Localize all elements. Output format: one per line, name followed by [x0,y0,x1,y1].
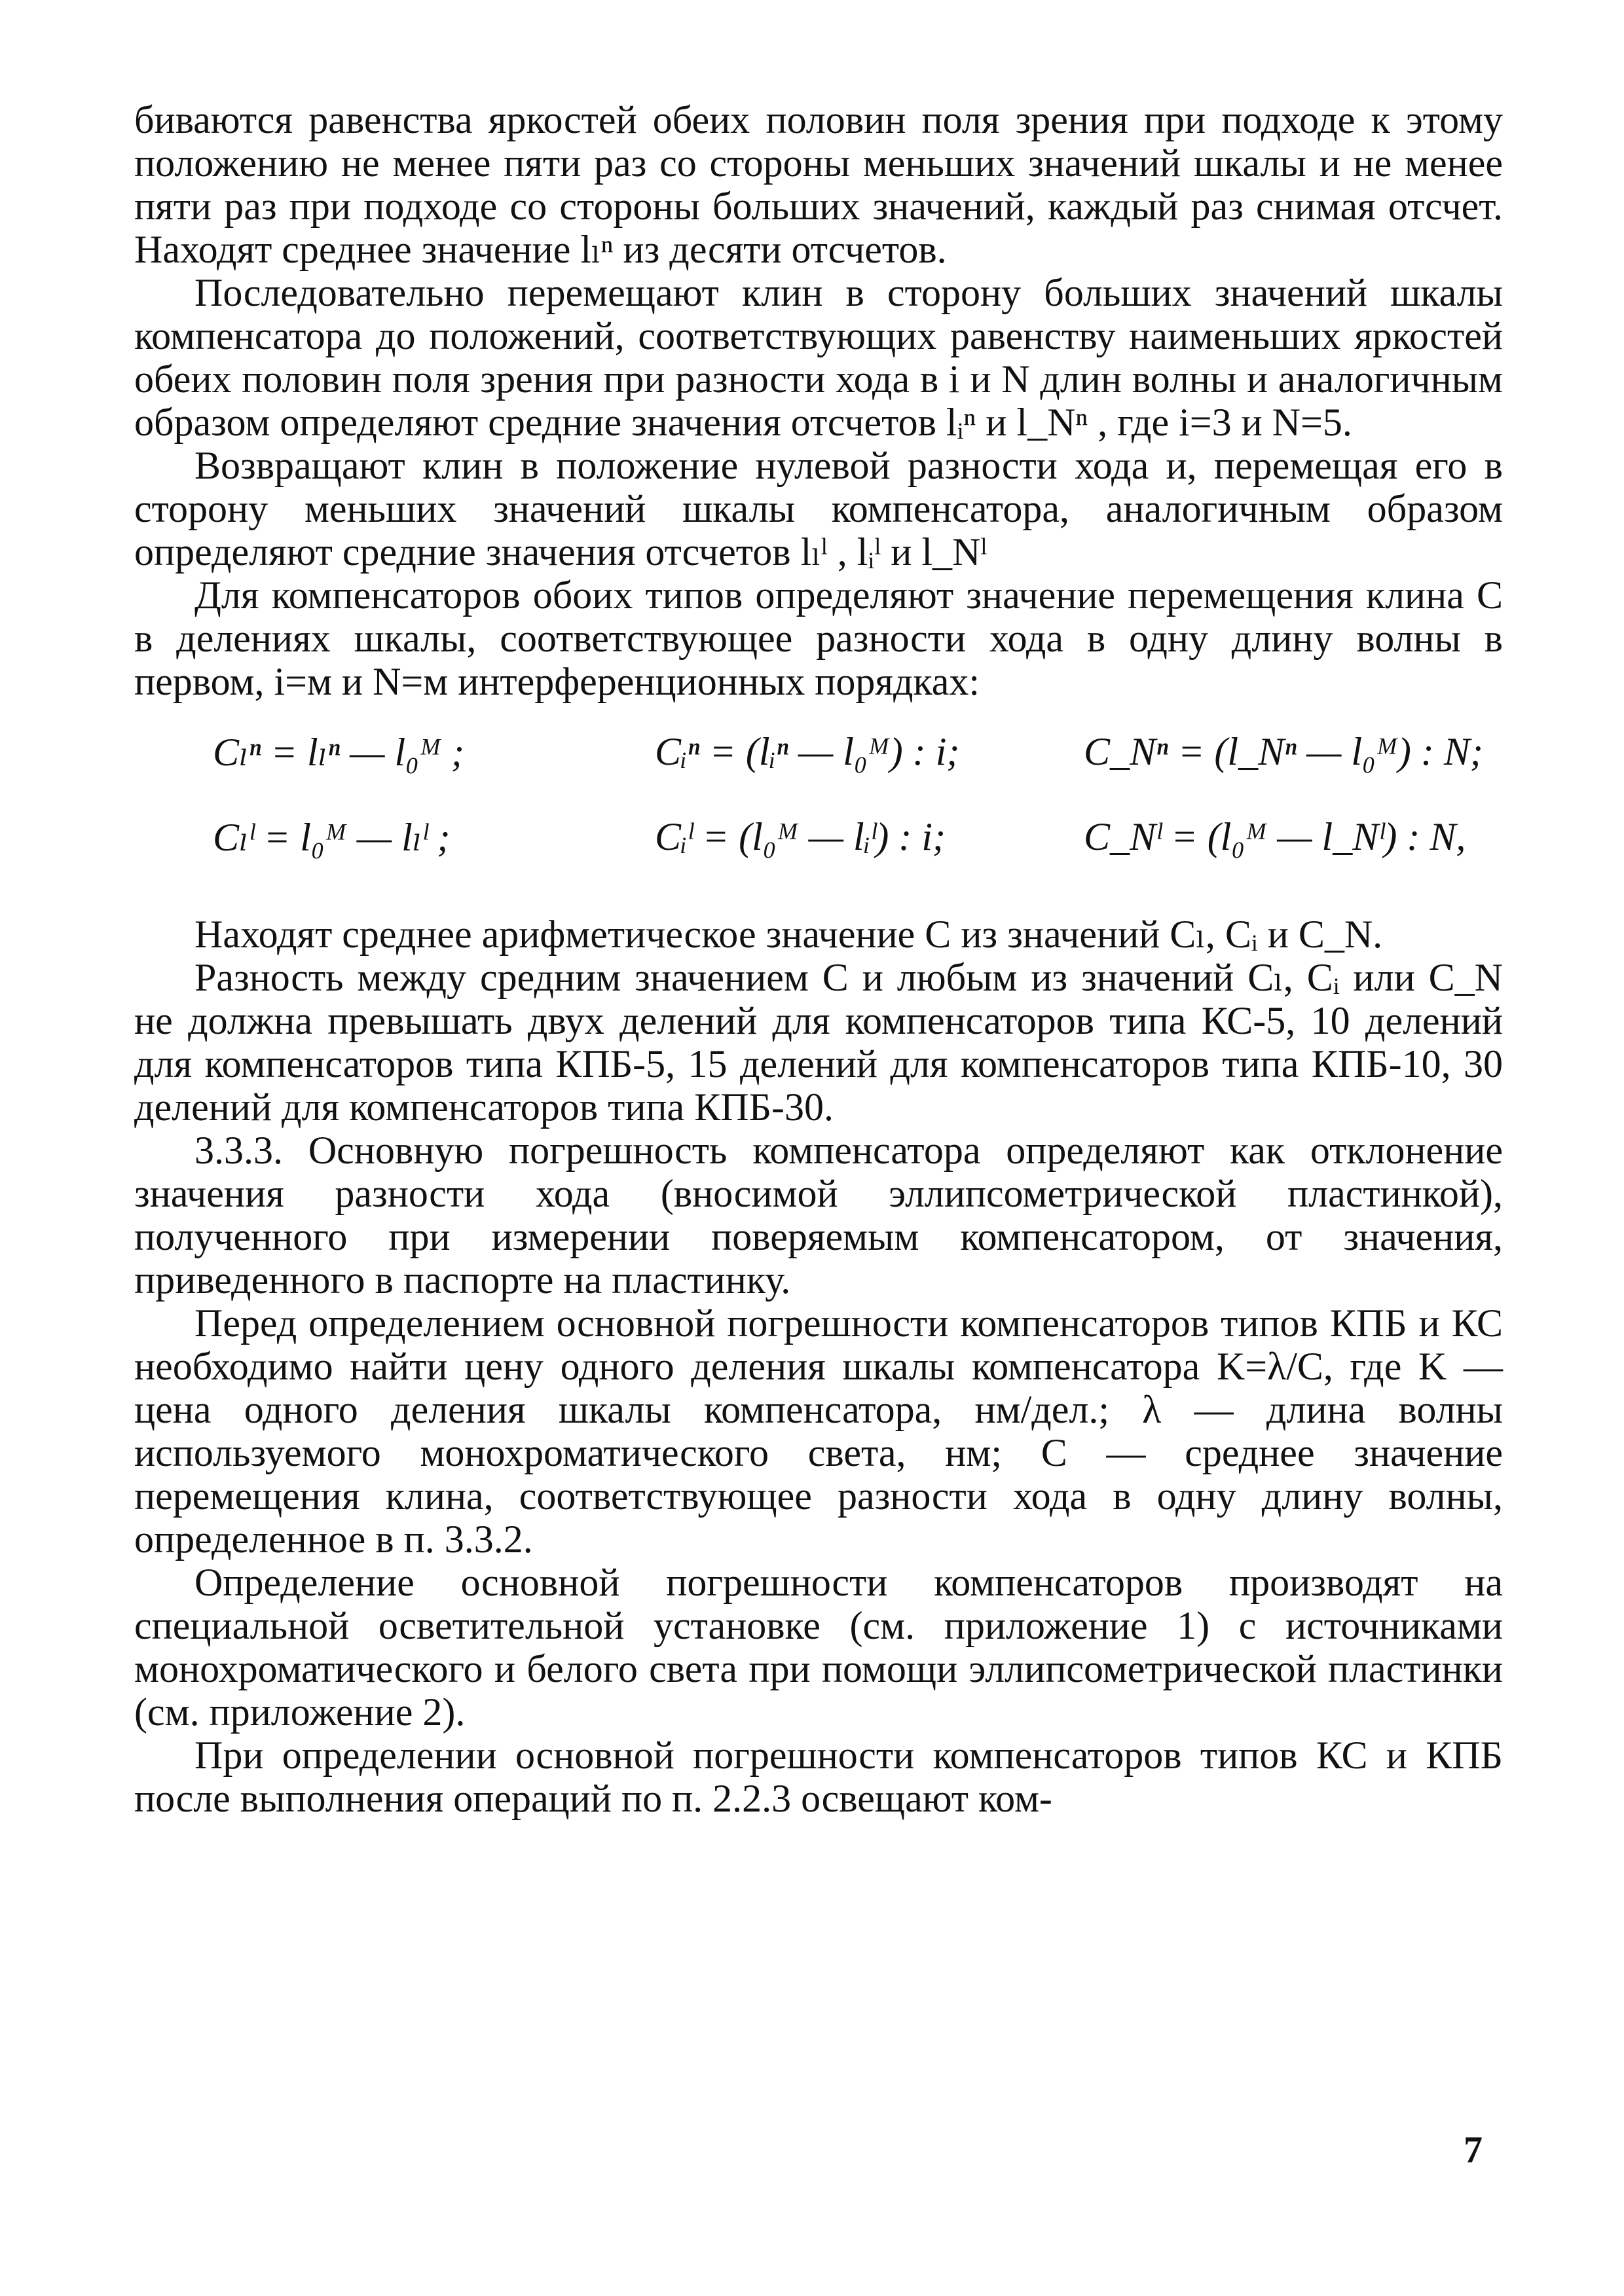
formula-ci-n: Cᵢⁿ = (lᵢⁿ — l₀ᴹ) : i; [655,730,960,773]
paragraph-wedge-smaller: Возвращают клин в положение нулевой разности хода и, перемещая его в сторону меньших значений шкалы компенсатора, аналогичным образом определяют средние значения отсчетов lₗˡ , lᵢˡ и l_Nˡ [134,444,1503,574]
paragraph-scale-division: Перед определением основной погрешности компенсаторов типов КПБ и КС необходимо найти цену одного деления шкалы компенсатора K=λ/C, где K — цена одного деления шкалы компенсатора, нм/дел.; λ — длина волны используемого монохроматического света, нм; C — среднее значение перемещения клина, соответствующее разности хода в одну длину волны, определенное в п. 3.3.2. [134,1302,1503,1561]
paragraph-continuation: биваются равенства яркостей обеих половин поля зрения при подходе к этому положению не менее пяти раз со стороны меньших значений шкалы и не менее пяти раз при подходе со стороны больших значений, каждый раз снимая отсчет. Находят среднее значение lₗⁿ из десяти отсчетов. [134,98,1503,271]
formula-ci-l: Cᵢˡ = (l₀ᴹ — lᵢˡ) : i; [655,815,946,858]
paragraph-final: При определении основной погрешности компенсаторов типов КС и КПБ после выполнения операций по п. 2.2.3 освещают ком- [134,1734,1503,1820]
formula-cn-n: C_Nⁿ = (l_Nⁿ — l₀ᴹ) : N; [1084,730,1483,773]
paragraph-difference: Разность между средним значением C и любым из значений Cₗ, Cᵢ или C_N не должна превышать двух делений для компенсаторов типа КС-5, 10 делений для компенсаторов типа КПБ-5, 15 делений для компенсаторов типа КПБ-10, 30 делений для компенсаторов типа КПБ-30. [134,956,1503,1129]
formula-row-1 [134,729,1503,801]
paragraph-mean-value: Находят среднее арифметическое значение C из значений Cₗ, Cᵢ и C_N. [194,913,1383,956]
formula-c1-l: Cₗˡ = l₀ᴹ — lₗˡ ; [213,816,451,859]
paragraph-wedge-displacement: Для компенсаторов обоих типов определяют значение перемещения клина C в делениях шкалы, соответствующее разности хода в одну длину волны в первом, i=м и N=м интерференционных порядках: [134,574,1503,703]
paragraph-wedge-larger: Последовательно перемещают клин в сторону больших значений шкалы компенсатора до положений, соответствующих равенству наименьших яркостей обеих половин поля зрения при разности хода в i и N длин волны и аналогичным образом определяют средние значения отсчетов lᵢⁿ и l_Nⁿ , где i=3 и N=5. [134,271,1503,444]
paragraph-setup: Определение основной погрешности компенсаторов производят на специальной осветительной установке (см. приложение 1) с источниками монохроматического и белого света при помощи эллипсометрической пластинки (см. приложение 2). [134,1561,1503,1734]
formula-block [134,729,1503,900]
page-number: 7 [1464,2128,1483,2171]
paragraph-section-3-3-3: 3.3.3. Основную погрешность компенсатора определяют как отклонение значения разности хода (вносимой эллипсометрической пластинкой), полученного при измерении поверяемым компенсатором, от значения, приведенного в паспорте на пластинку. [134,1129,1503,1302]
document-page [134,98,1503,1820]
formula-row-2 [134,814,1503,886]
formula-cn-l: C_Nˡ = (l₀ᴹ — l_Nˡ) : N, [1084,815,1466,858]
formula-c1-n: Cₗⁿ = lₗⁿ — l₀ᴹ ; [213,731,464,774]
